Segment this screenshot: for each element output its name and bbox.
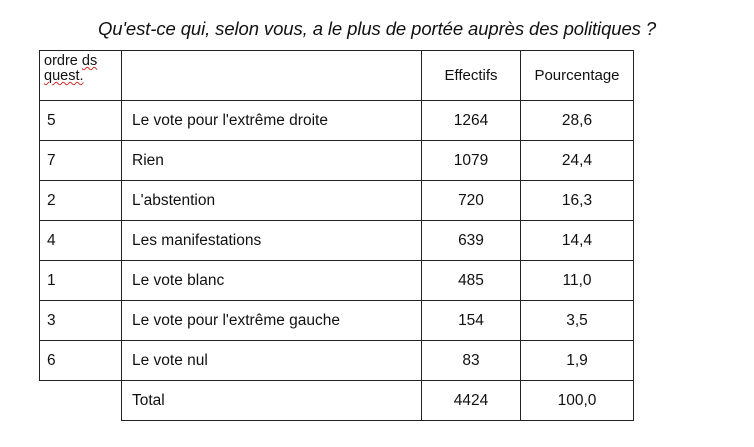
table-row [40,261,634,301]
order-cell: 6 [40,341,122,381]
effectifs-column-header: Effectifs [422,51,521,101]
table-row [40,181,634,221]
pourcentage-cell: 16,3 [521,181,634,221]
order-cell: 4 [40,221,122,261]
total-row [40,381,634,421]
pourcentage-cell: 28,6 [521,101,634,141]
label-cell: Le vote nul [122,341,422,381]
effectifs-cell: 1264 [422,101,521,141]
total-effectifs: 4424 [422,381,521,421]
table-row [40,341,634,381]
effectifs-cell: 83 [422,341,521,381]
order-cell: 5 [40,101,122,141]
results-table [39,50,634,421]
total-label: Total [122,381,422,421]
label-cell: Rien [122,141,422,181]
table-row [40,141,634,181]
label-column-header [122,51,422,101]
effectifs-cell: 485 [422,261,521,301]
pourcentage-cell: 24,4 [521,141,634,181]
empty-cell [40,381,122,421]
pourcentage-cell: 3,5 [521,301,634,341]
pourcentage-cell: 11,0 [521,261,634,301]
effectifs-cell: 1079 [422,141,521,181]
label-cell: Le vote blanc [122,261,422,301]
effectifs-cell: 720 [422,181,521,221]
order-cell: 7 [40,141,122,181]
order-header-abbrev: ds [81,53,98,69]
effectifs-cell: 639 [422,221,521,261]
label-cell: Les manifestations [122,221,422,261]
table-title: Qu'est-ce qui, selon vous, a le plus de portée auprès des politiques ? [97,18,657,39]
effectifs-cell: 154 [422,301,521,341]
order-header-word: ordre [44,53,78,69]
pourcentage-cell: 14,4 [521,221,634,261]
label-cell: Le vote pour l'extrême droite [122,101,422,141]
pourcentage-column-header: Pourcentage [521,51,634,101]
total-pourcentage: 100,0 [521,381,634,421]
table-row [40,221,634,261]
pourcentage-cell: 1,9 [521,341,634,381]
order-cell: 3 [40,301,122,341]
order-column-header [40,51,122,101]
header-row [40,51,634,101]
label-cell: L'abstention [122,181,422,221]
table-row [40,101,634,141]
order-header-quest: quest. [44,68,84,84]
order-cell: 1 [40,261,122,301]
label-cell: Le vote pour l'extrême gauche [122,301,422,341]
order-cell: 2 [40,181,122,221]
table-row [40,301,634,341]
